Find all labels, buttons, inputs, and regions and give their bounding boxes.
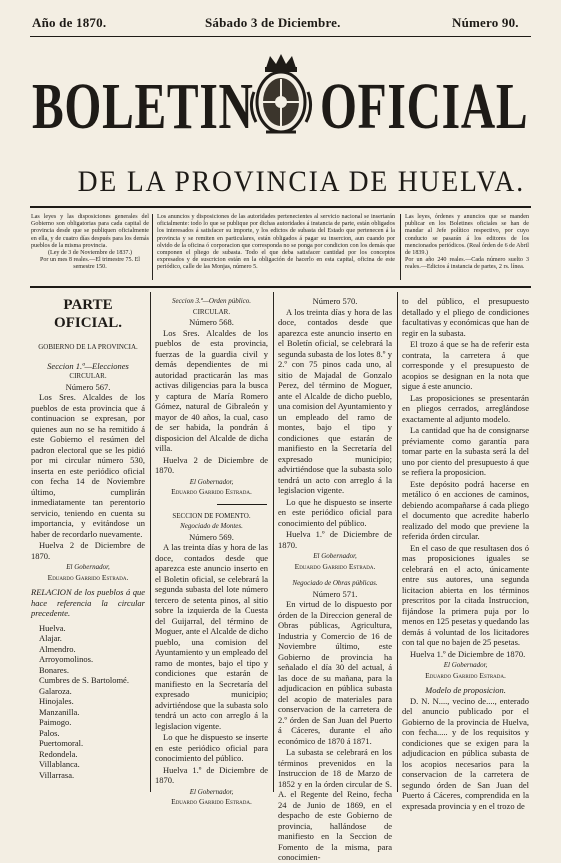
list-item: Manzanilla. <box>39 706 80 717</box>
notice-left-price: Por un mes 8 reales.—El trimestre 75. El semestre 150. <box>39 257 141 271</box>
column-3 <box>278 296 392 862</box>
masthead-subtitle: DE LA PROVINCIA DE HUELVA. <box>77 165 525 198</box>
column-divider-2 <box>273 292 274 792</box>
notice-number: Número 569. <box>189 531 234 542</box>
notice-left <box>31 214 149 272</box>
signature-name: Eduardo Garrido Estrada. <box>294 561 376 571</box>
section-heading: SECCION DE FOMENTO. <box>172 511 251 520</box>
column-divider-1 <box>150 292 151 792</box>
notice-right <box>405 214 529 272</box>
negociado-label: Negociado de Montes. <box>180 522 243 530</box>
notice-divider-1 <box>152 214 153 280</box>
notice-center: Los anuncios y disposiciones de las autoridades pertenecientes al servicio nacional se insertarán oficialmente: todo lo que se publique por dichas autoridades á instancia de parte, están obligados los interesados á satisfacer su importe, y los edictos de subasta del Estado que pertenecen á la provincia y se remiten en particulares, están obligados á pagar su insercion, aun cuando por olvido de la oficina ó corporacion que corresponda no se ponga por condicion con los demás que componen el pliego de subasta. Todo el que deba satisfacer cantidad por los conceptos expresados y de suscricion están en la obligación de hacerlo en esta capital, oficina de este periódico, calle de las Monjas, número 5. <box>157 214 395 271</box>
notice-body: Las proposiciones se presentarán en pliegos cerrados, arreglándose exactamente al adjunto modelo. <box>402 392 529 424</box>
notice-date: Huelva 1.º de Diciembre de 1870. <box>278 529 392 550</box>
section-title: Seccion 1.ª—Elecciones <box>47 360 129 371</box>
notice-right-price: Por un año 240 reales.—Cada número suelto 3 reales.—Edictos á instancia de partes, 2 rs. línea. <box>405 257 529 271</box>
signature-title: El Gobernador, <box>443 661 488 669</box>
town-list <box>31 623 145 781</box>
notice-body: En virtud de lo dispuesto por órden de la Direccion general de Obras públicas, Agricultura, Industria y Comercio de 16 de Noviembre último, este Gobierno de provincia ha señalado el día 30 del actual, á las doce de su mañana, para la adjudicacion en pública subasta del acopio de materiales para conservacion de la carretera de 2.º órden de San Juan del Puerto á Cáceres, durante el año económico de 1870 á 1871. <box>278 599 392 746</box>
signature-name: Eduardo Garrido Estrada. <box>171 797 252 806</box>
negociado-label: Negociado de Obras públicas. <box>292 579 378 587</box>
list-item: Alajar. <box>39 633 62 643</box>
circular-label: CIRCULAR. <box>69 372 107 380</box>
model-heading: Modelo de proposicion. <box>425 685 506 695</box>
signature-name: Eduardo Garrido Estrada. <box>47 572 129 582</box>
section-heading: PARTE OFICIAL. <box>54 297 122 331</box>
signature-name: Eduardo Garrido Estrada. <box>425 670 506 680</box>
relation-heading: RELACION de los pueblos á que hace referencia la circular precedente. <box>31 587 145 618</box>
notice-body: A los treinta días y hora de las doce, contados desde que aparezca este anuncio inserto en el Boletín oficial, se celebrará la segunda subasta de los lotes 8.º y 2.º con 75 pinos cada uno, al sitio de Majadal de Gonzalo Perez, del término de Moguer, ante el Alcalde de dicho pueblo, una comision del Ayuntamiento y un empleado del ramo de montes, bajo el tipo y condiciones que estarán de manifiesto en la Secretaría del expresado municipio; advirtiéndose que la subasta solo tendrá un acto con arreglo á la legislacion vigente. <box>278 306 392 495</box>
coat-of-arms-icon <box>246 52 316 138</box>
notice-number: Número 567. <box>65 381 111 392</box>
notice-body: En el caso de que resultasen dos ó mas proposiciones iguales se celebrará en el acto, únicamente entre sus autores, una segunda licitacion abierta en los términos prescritos por la citada Instruccion, fijándose la primera puja por lo menos en 125 pesetas y quedando las demás á voluntad de los licitadores con tal que no bajen de 25 pesetas. <box>402 542 529 647</box>
header-rule-bottom <box>30 206 531 208</box>
notice-divider-2 <box>400 214 401 280</box>
signature-name: Eduardo Garrido Estrada. <box>171 487 252 496</box>
signature-title: El Gobernador, <box>66 563 110 571</box>
column-2 <box>155 296 268 806</box>
issue-year: Año de 1870. <box>32 15 107 30</box>
list-item: Villablanca. <box>39 759 80 769</box>
column-4 <box>402 296 529 811</box>
column-1 <box>31 296 145 796</box>
gov-heading: GOBIERNO DE LA PROVINCIA. <box>38 343 138 351</box>
list-item: Puertomoral. <box>39 738 84 748</box>
notice-number: Número 568. <box>189 317 234 327</box>
notice-body: Los Sres. Alcaldes de los pueblos de esta provincia que á continuacion se expresan, por quienes aun no se ha remitido á este Gobierno el resúmen del padron electoral que se les pidió por mi circular número 530, inserta en este periódico oficial con fecha 14 de Noviembre último, cumplirán inmediatamente tan perentorio servicio, teniendo en cuenta su importancia, y evitándose un haber de recordarlo nuevamente. <box>31 392 145 539</box>
notice-body: Este depósito podrá hacerse en metálico ó en acciones de caminos, debiendo acompañarse á cada pliego el documento que acredite haberlo realizado del modo que previene la referida órden circular. <box>402 478 529 541</box>
section-title: Seccion 3.ª—Orden público. <box>171 297 252 305</box>
list-item: Huelva. <box>39 622 66 633</box>
list-item: Palos. <box>39 727 60 738</box>
signature-title: El Gobernador, <box>313 552 357 560</box>
notice-body: to del público, el presupuesto detallado y el pliego de condiciones facultativas y económicas que han de regir en la subasta. <box>402 296 529 338</box>
list-item: Galaroza. <box>39 685 72 696</box>
masthead-right: OFICIAL <box>320 70 529 143</box>
list-item: Villarrasa. <box>39 769 75 780</box>
separator <box>217 504 267 505</box>
notice-body: Los Sres. Alcaldes de los pueblos de esta provincia, fuerzas de la guardia civil y demás dependientes de mi autoridad practicarán las mas activas diligencias para la busca y captura de María Romero Gómez, natural de Gibraleón y mayor de 40 años, la cual, caso de ser habida, la pondrán á disposicion del Alcalde de dicha villa. <box>155 327 268 453</box>
issue-date: Sábado 3 de Diciembre. <box>205 15 341 30</box>
column-divider-3 <box>397 292 398 792</box>
notice-number: Número 571. <box>312 588 358 599</box>
issue-number: Número 90. <box>452 15 519 30</box>
notice-body: La subasta se celebrará en los términos prevenidos en la Instruccion de 18 de Marzo de 1852 y en la órden circular de S. A. el Regente del Reino, fecha 24 de Junio de 1869, en el despacho de este Gobierno de provincia, hallándose de manifiesto en la Seccion de Fomento de la misma, para conocimien- <box>278 747 392 862</box>
list-item: Cumbres de S. Bartolomé. <box>39 675 129 685</box>
circular-label: CIRCULAR. <box>192 307 231 316</box>
notice-number: Número 570. <box>312 296 358 306</box>
notice-date: Huelva 1.º de Diciembre de 1870. <box>155 764 268 785</box>
list-item: Almendro. <box>39 643 76 654</box>
notice-body: Lo que he dispuesto se inserte en este periódico oficial para conocimiento del público. <box>155 732 268 763</box>
header-rule-top <box>30 36 531 37</box>
notice-date: Huelva 2 de Diciembre de 1870. <box>155 454 268 475</box>
list-item: Redondela. <box>39 748 78 759</box>
list-item: Hinojales. <box>39 696 74 706</box>
masthead-left: BOLETIN <box>32 70 254 143</box>
notice-body: La cantidad que ha de consignarse préviamente como garantía para tomar parte en la subasta será la del uno por ciento del presupuesto á que se refiera la proposicion. <box>402 425 529 477</box>
notices-rule <box>30 286 531 288</box>
list-item: Arroyomolinos. <box>39 654 94 664</box>
notice-body: El trozo á que se ha de referir esta contrata, la carretera á que corresponde y el presupuesto de acopios se designan en la nota que sigue á este anuncio. <box>402 339 529 391</box>
notice-body: A las treinta días y hora de las doce, contados desde que aparezca este anuncio inserto en el Boletin oficial, se celebrará la segunda subasta del lote número tercero de setenta pinos, al sitio sobre la izquierda de la Cuesta del Guijarral, del término de Moguer, ante el Alcalde de dicho pueblo, una comision del Ayuntamiento y un empleado del ramo de montes, bajo el tipo y condiciones que estarán de manifiesto en la Secretaría del expresado municipio; advirtiéndose que la subasta solo tendrá un acto con arreglo á la legislacion vigente. <box>155 542 268 731</box>
notice-date: Huelva 1.º de Diciembre de 1870. <box>410 648 526 659</box>
notice-left-ref: (Ley de 3 de Noviembre de 1837.) <box>47 250 133 257</box>
list-item: Paimogo. <box>39 717 72 727</box>
notice-left-text: Las leyes y las disposiciones generales del Gobierno son obligatorias para cada capital de provincia desde que se publiquen oficialmente en ella, y de cuatro días después para los demás pueblos de la misma provincia. <box>31 214 149 249</box>
signature-title: El Gobernador, <box>189 787 234 796</box>
list-item: Bonares. <box>39 664 69 675</box>
notice-body: Lo que he dispuesto se inserte en este periódico oficial para conocimiento del público. <box>278 496 392 528</box>
signature-title: El Gobernador, <box>189 477 234 486</box>
notice-right-text: Las leyes, órdenes y anuncios que se manden publicar en los Boletines oficiales se han de mandar al Jefe político respectivo, por cuyo conducto se pasarán á los editores de los mencionados periódicos. (Real órden de 6 de Abril de 1839.) <box>405 214 529 257</box>
notice-date: Huelva 2 de Diciembre de 1870. <box>31 540 145 561</box>
notice-body: D. N. N...., vecino de...., enterado del anuncio publicado por el Gobierno de la provincia de Huelva, con fecha..... y de los requisitos y condiciones que se exigen para la adjudicacion en pública subasta de los acopios necesarios para la conservacion de la carretera de segundo órden de San Juan del Puerto á Cáceres, comprendida en la expresada provincia y en el trozo de <box>402 695 529 811</box>
